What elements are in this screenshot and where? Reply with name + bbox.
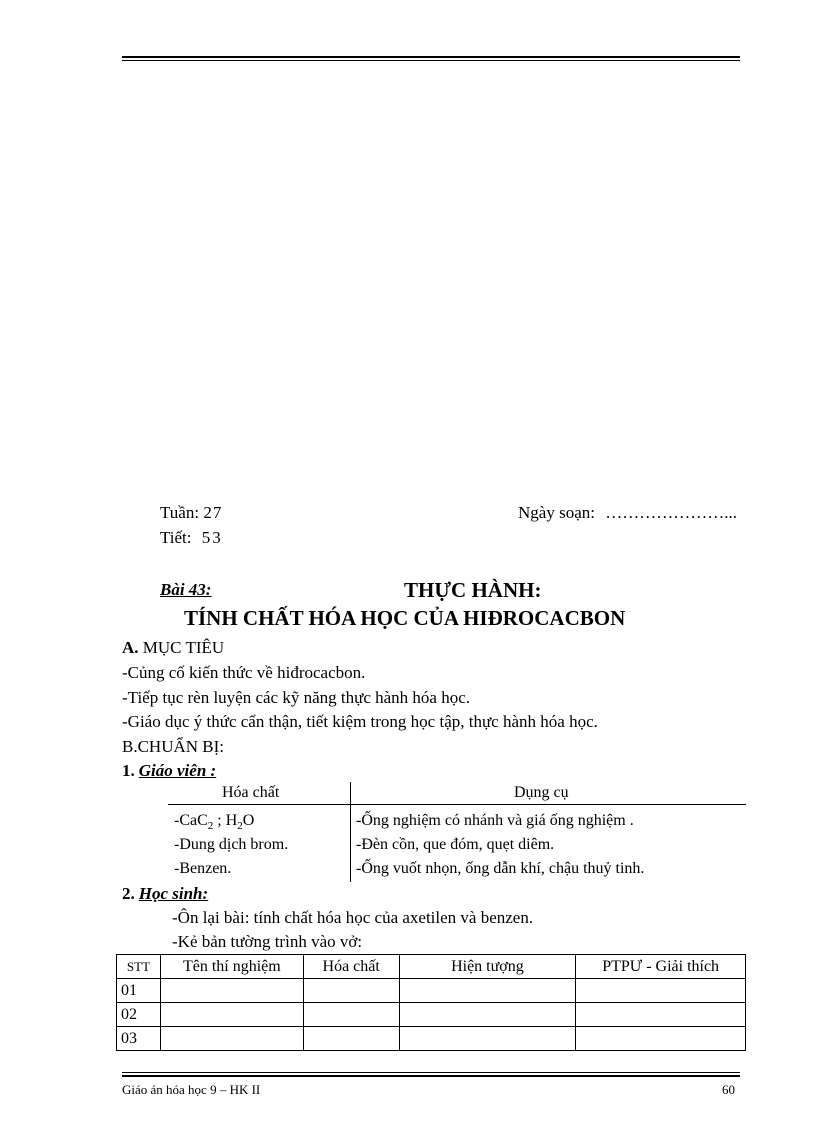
preparation-heading: B.CHUẨN BỊ: <box>122 737 225 756</box>
formula-subscript: 2 <box>207 820 214 833</box>
row-number: 01 <box>117 979 161 1003</box>
week-value: 27 <box>203 503 223 522</box>
lesson-title-line2: TÍNH CHẤT HÓA HỌC CỦA HIĐROCACBON <box>184 606 626 630</box>
student-title: Học sinh: <box>138 884 209 903</box>
prep-chem-3: -Benzen. <box>174 860 232 877</box>
date-value: …………………... <box>605 503 737 522</box>
row-number: 03 <box>117 1027 161 1051</box>
formula-subscript: 2 <box>237 820 243 833</box>
period-line <box>160 528 223 548</box>
prep-chem-2: -Dung dịch brom. <box>174 836 289 853</box>
week-label: Tuần: <box>160 503 200 522</box>
objective-item: -Củng cố kiến thức về hiđrocacbon. <box>122 663 366 682</box>
teacher-title: Giáo viên : <box>138 761 217 780</box>
teacher-heading <box>122 761 216 781</box>
objectives-letter: A. <box>122 638 139 657</box>
student-heading <box>122 884 208 904</box>
page-number: 60 <box>722 1082 735 1097</box>
lesson-label: Bài 43: <box>160 580 212 599</box>
table-cell <box>160 1027 303 1051</box>
table-cell <box>399 1003 576 1027</box>
table-row <box>117 1027 746 1051</box>
objective-item: -Tiếp tục rèn luyện các kỹ năng thực hành hóa học. <box>122 688 471 707</box>
table-cell <box>399 979 576 1003</box>
objectives-title: MỤC TIÊU <box>142 638 225 657</box>
prep-column-divider <box>350 782 351 882</box>
row-number: 02 <box>117 1003 161 1027</box>
prep-col-tools: Dụng cụ <box>514 784 569 801</box>
objectives-heading <box>122 638 224 658</box>
period-value: 53 <box>201 528 223 547</box>
formula-part: -CaC <box>174 812 208 829</box>
student-num: 2. <box>122 884 135 903</box>
table-cell <box>576 1027 746 1051</box>
table-row <box>117 979 746 1003</box>
table-cell <box>160 979 303 1003</box>
table-cell <box>303 1003 399 1027</box>
table-row <box>117 1003 746 1027</box>
col-phenomenon: Hiện tượng <box>399 955 576 979</box>
prep-col-chemicals: Hóa chất <box>222 784 280 801</box>
col-equation: PTPƯ - Giải thích <box>576 955 746 979</box>
student-item: -Kẻ bản tường trình vào vở: <box>172 932 363 951</box>
table-cell <box>399 1027 576 1051</box>
date-label: Ngày soạn: <box>518 503 595 522</box>
prep-tool-3: -Ống vuốt nhọn, ống dẫn khí, chậu thuỷ tinh. <box>356 860 645 877</box>
table-cell <box>160 1003 303 1027</box>
prep-tool-2: -Đèn cồn, que đóm, quẹt diêm. <box>356 836 555 853</box>
teacher-num: 1. <box>122 761 135 780</box>
col-experiment: Tên thí nghiệm <box>160 955 303 979</box>
footer-text: Giáo án hóa học 9 – HK II <box>122 1082 261 1097</box>
table-cell <box>576 1003 746 1027</box>
table-cell <box>303 1027 399 1051</box>
report-header-row <box>117 955 746 979</box>
student-item: -Ôn lại bài: tính chất hóa học của axetilen và benzen. <box>172 908 534 927</box>
date-line <box>518 503 737 523</box>
prep-chem-1 <box>174 812 254 832</box>
report-table <box>116 954 746 1051</box>
prep-tool-1: -Ống nghiệm có nhánh và giá ống nghiệm . <box>356 812 634 829</box>
table-cell <box>576 979 746 1003</box>
objective-item: -Giáo dục ý thức cẩn thận, tiết kiệm trong học tập, thực hành hóa học. <box>122 712 598 731</box>
formula-part: O <box>242 812 255 829</box>
table-cell <box>303 979 399 1003</box>
period-label: Tiết: <box>160 528 192 547</box>
col-chemicals: Hóa chất <box>303 955 399 979</box>
footer-rule <box>122 1072 740 1077</box>
col-stt: STT <box>117 955 161 979</box>
header-rule <box>122 56 740 61</box>
lesson-title-line1: THỰC HÀNH: <box>404 578 542 602</box>
formula-part: ; H <box>213 812 238 829</box>
week-line <box>160 503 222 523</box>
